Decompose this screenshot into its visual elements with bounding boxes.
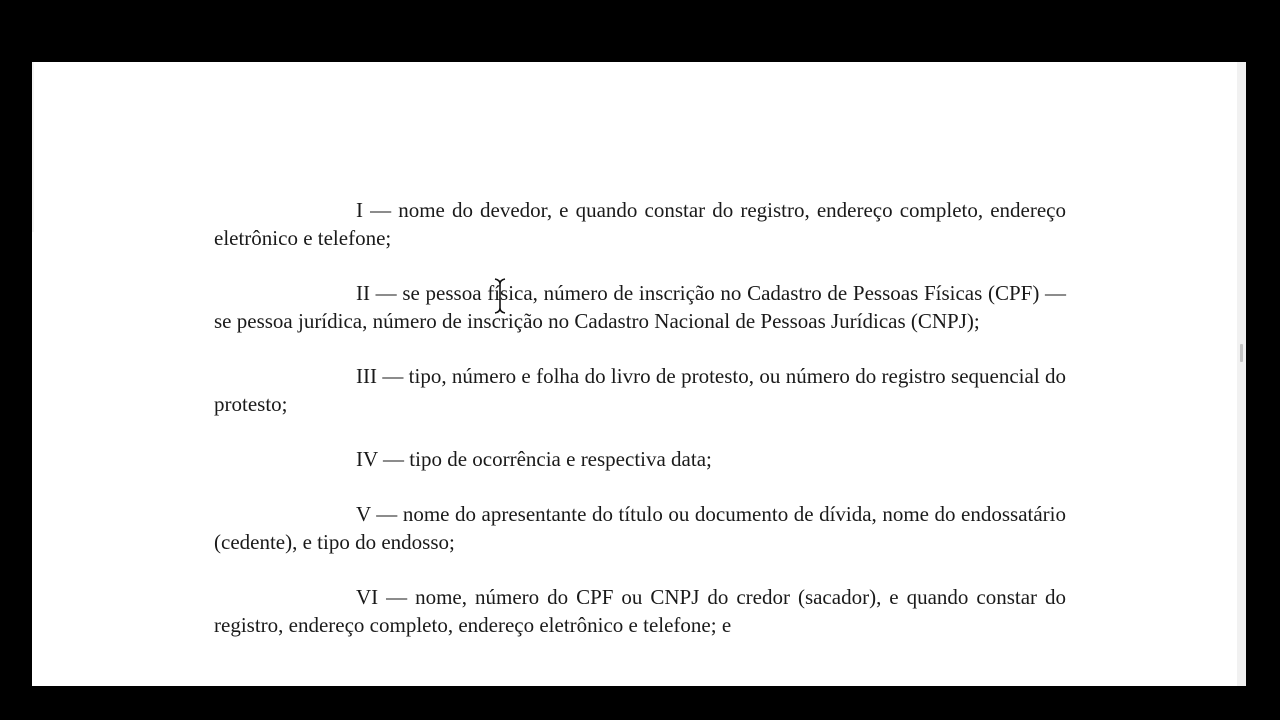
scrollbar-thumb[interactable] — [1240, 344, 1243, 362]
paragraph-item-i: I — nome do devedor, e quando constar do registro, endereço completo, endereço eletrônico e telefone; — [214, 198, 1066, 250]
document-page[interactable] — [32, 62, 1246, 686]
paragraph-item-iv: IV — tipo de ocorrência e respectiva data; — [356, 447, 712, 471]
page-edge — [32, 62, 34, 232]
text-ibeam-cursor-icon — [494, 278, 506, 314]
vertical-scrollbar[interactable] — [1237, 62, 1246, 686]
paragraph-item-iii: III — tipo, número e folha do livro de protesto, ou número do registro sequencial do protesto; — [214, 364, 1066, 416]
paragraph-item-v: V — nome do apresentante do título ou documento de dívida, nome do endossatário (cedente), e tipo do endosso; — [214, 502, 1066, 554]
paragraph-item-ii: II — se pessoa física, número de inscrição no Cadastro de Pessoas Físicas (CPF) — se pessoa jurídica, número de inscrição no Cadastro Nacional de Pessoas Jurídicas (CNPJ); — [214, 281, 1066, 333]
document-body[interactable] — [214, 196, 1066, 666]
paragraph-item-vi: VI — nome, número do CPF ou CNPJ do credor (sacador), e quando constar do registro, endereço completo, endereço eletrônico e telefone; e — [214, 585, 1066, 637]
